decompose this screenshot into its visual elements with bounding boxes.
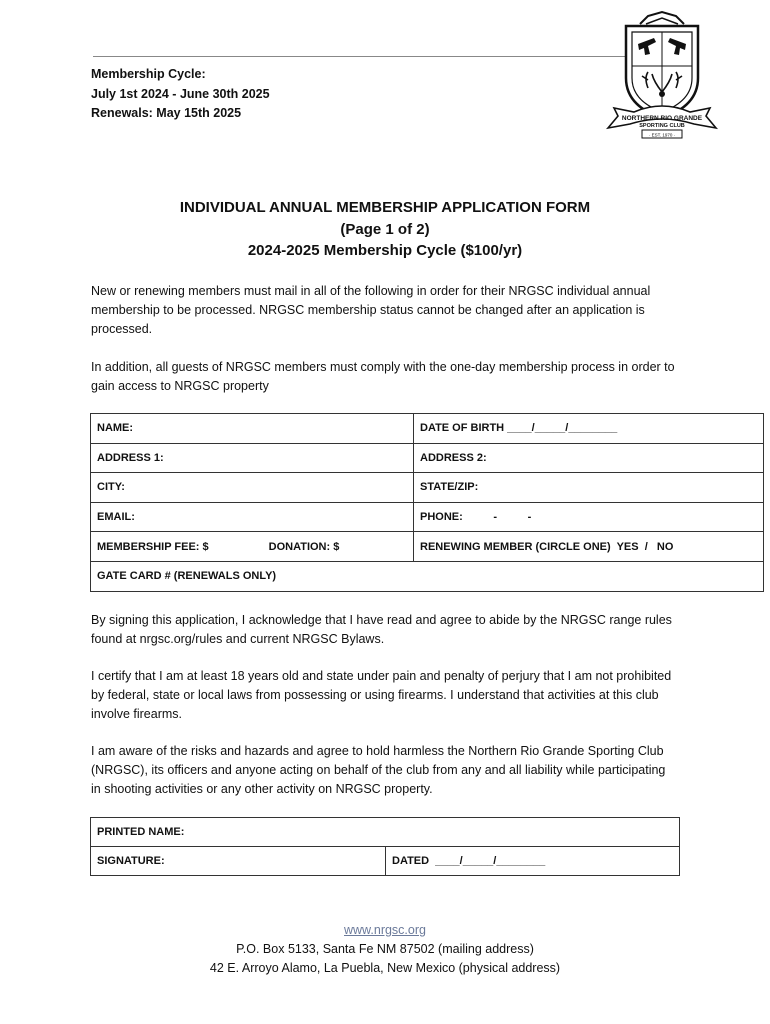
membership-cycle-block [91, 65, 270, 124]
dated-field[interactable]: DATED ____/_____/________ [386, 847, 680, 876]
terms-paragraph-3 [91, 742, 676, 800]
table-row [91, 532, 764, 562]
renewing-member-field[interactable]: RENEWING MEMBER (CIRCLE ONE) YES / NO [414, 532, 764, 562]
fee-donation-cell [91, 532, 414, 562]
intro-text-1: New or renewing members must mail in all of the following in order for their NRGSC individual annual membership to be processed. NRGSC membership status cannot be changed after an application is processed. [91, 284, 651, 337]
state-zip-field[interactable]: STATE/ZIP: [414, 473, 764, 503]
title-line-3: 2024-2025 Membership Cycle ($100/yr) [247, 242, 523, 259]
address2-field[interactable]: ADDRESS 2: [414, 443, 764, 473]
dob-field[interactable]: DATE OF BIRTH ____/_____/________ [414, 414, 764, 444]
phone-field[interactable]: PHONE: - - [414, 502, 764, 532]
city-field[interactable]: CITY: [91, 473, 414, 503]
membership-form-table [90, 413, 764, 592]
table-row [91, 443, 764, 473]
intro-paragraph-1 [91, 282, 676, 340]
printed-name-field[interactable]: PRINTED NAME: [91, 818, 680, 847]
intro-paragraph-2 [91, 358, 681, 396]
address1-field[interactable]: ADDRESS 1: [91, 443, 414, 473]
intro-text-2: In addition, all guests of NRGSC members must comply with the one-day membership process in order to gain access to NRGSC property [91, 360, 675, 394]
mailing-address: P.O. Box 5133, Santa Fe NM 87502 (mailing address) [236, 942, 534, 956]
email-field[interactable]: EMAIL: [91, 502, 414, 532]
terms-text-3: I am aware of the risks and hazards and agree to hold harmless the Northern Rio Grande Sporting Club (NRGSC), its officers and anyone acting on behalf of the club from any and all liability while participating in shooting activities or any other activity on NRGSC property. [91, 744, 666, 797]
cycle-label: Membership Cycle: [91, 67, 206, 81]
club-logo [604, 8, 720, 140]
physical-address: 42 E. Arroyo Alamo, La Puebla, New Mexico (physical address) [209, 961, 561, 975]
logo-banner-text: NORTHERN RIO GRANDE [621, 115, 703, 122]
table-row [91, 847, 680, 876]
table-row [91, 502, 764, 532]
title-line-1: INDIVIDUAL ANNUAL MEMBERSHIP APPLICATION FORM [179, 199, 591, 216]
terms-text-1: By signing this application, I acknowledge that I have read and agree to abide by the NRGSC range rules found at nrgsc.org/rules and current NRGSC Bylaws. [91, 613, 672, 647]
gate-card-field[interactable]: GATE CARD # (RENEWALS ONLY) [91, 561, 764, 591]
signature-field[interactable]: SIGNATURE: [91, 847, 386, 876]
terms-paragraph-2 [91, 667, 681, 725]
table-row [91, 414, 764, 444]
terms-paragraph-1 [91, 611, 676, 649]
table-row [91, 561, 764, 591]
logo-banner-text: SPORTING CLUB [639, 123, 685, 129]
name-field[interactable]: NAME: [91, 414, 414, 444]
table-row [91, 473, 764, 503]
renewals-date: Renewals: May 15th 2025 [91, 106, 242, 120]
website-link[interactable]: www.nrgsc.org [344, 923, 426, 937]
header-rule [93, 56, 630, 57]
membership-fee-field[interactable]: MEMBERSHIP FEE: $ [97, 540, 209, 553]
donation-field[interactable]: DONATION: $ [268, 540, 340, 553]
footer [0, 921, 770, 978]
terms-text-2: I certify that I am at least 18 years old and state under pain and penalty of perjury that I am not prohibited by federal, state or local laws from possessing or using firearms. I understand that activities at this club involve firearms. [91, 669, 672, 722]
logo-est-text: · EST. 1970 · [648, 132, 676, 138]
form-title [0, 197, 770, 262]
cycle-dates: July 1st 2024 - June 30th 2025 [91, 86, 270, 101]
signature-table [90, 817, 680, 876]
title-line-2: (Page 1 of 2) [340, 220, 430, 238]
table-row [91, 818, 680, 847]
